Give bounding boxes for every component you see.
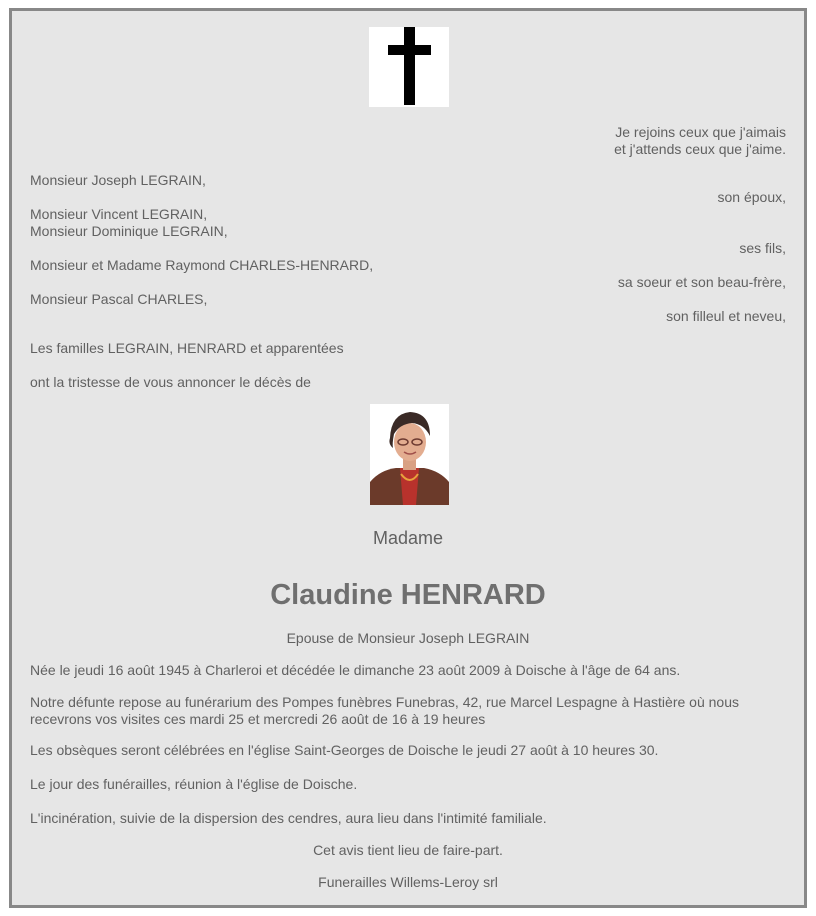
family-relation: sa soeur et son beau-frère, (617, 274, 786, 290)
family-name: Monsieur Vincent LEGRAIN, (30, 206, 208, 222)
announce-line: ont la tristesse de vous annoncer le décès de (30, 374, 311, 390)
family-name: Monsieur et Madame Raymond CHARLES-HENRARD, (30, 257, 374, 273)
cremation-line: L'incinération, suivie de la dispersion des cendres, aura lieu dans l'intimité familiale. (30, 810, 547, 826)
spouse-line: Epouse de Monsieur Joseph LEGRAIN (286, 630, 530, 646)
reunion-line: Le jour des funérailles, réunion à l'église de Doische. (30, 776, 358, 792)
cross-icon (369, 27, 449, 107)
families-line: Les familles LEGRAIN, HENRARD et apparentées (30, 340, 344, 356)
rest-line-1: Notre défunte repose au funérarium des Pompes funèbres Funebras, 42, rue Marcel Lespagne à Hastière où nous (30, 694, 739, 710)
family-name: Monsieur Joseph LEGRAIN, (30, 172, 206, 188)
deceased-portrait (370, 404, 449, 505)
funeral-line: Les obsèques seront célébrées en l'église Saint-Georges de Doische le jeudi 27 août à 10 heures 30. (30, 742, 659, 758)
family-relation: son époux, (717, 189, 786, 205)
family-name: Monsieur Pascal CHARLES, (30, 291, 208, 307)
quote-line-1: Je rejoins ceux que j'aimais (615, 124, 786, 140)
obituary-card (9, 8, 807, 908)
notice-line: Cet avis tient lieu de faire-part. (313, 842, 503, 858)
rest-line-2: recevrons vos visites ces mardi 25 et mercredi 26 août de 16 à 19 heures (30, 711, 486, 727)
family-name: Monsieur Dominique LEGRAIN, (30, 223, 228, 239)
birth-death-line: Née le jeudi 16 août 1945 à Charleroi et décédée le dimanche 23 août 2009 à Doische à l'âge de 64 ans. (30, 662, 681, 678)
family-relation: ses fils, (739, 240, 786, 256)
deceased-title: Madame (372, 528, 444, 548)
undertaker-line: Funerailles Willems-Leroy srl (318, 874, 498, 890)
quote-line-2: et j'attends ceux que j'aime. (614, 141, 786, 157)
deceased-name: Claudine HENRARD (270, 579, 546, 611)
family-relation: son filleul et neveu, (666, 308, 786, 324)
